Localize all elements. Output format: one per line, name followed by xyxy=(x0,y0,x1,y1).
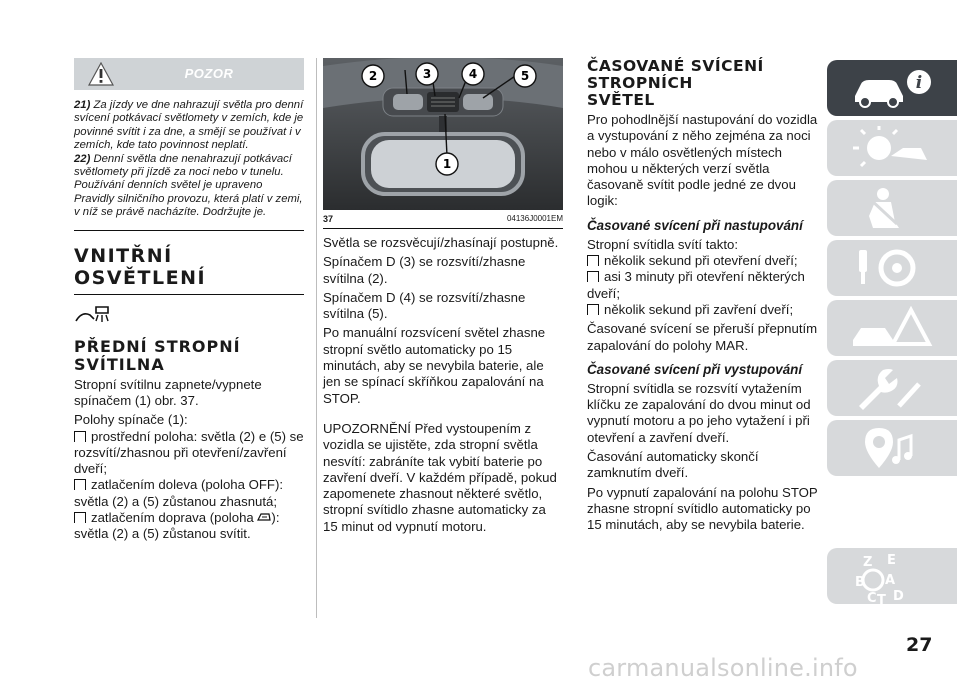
index-letter: T xyxy=(877,593,886,608)
bullet-icon xyxy=(74,512,86,523)
figure-37-image xyxy=(323,58,563,210)
warning-header xyxy=(74,58,304,90)
left-column xyxy=(74,58,304,543)
tab-car-info[interactable] xyxy=(827,60,957,116)
index-letter: Z xyxy=(863,555,873,570)
tab-lights[interactable] xyxy=(827,120,957,176)
column-divider xyxy=(316,58,317,618)
service-icon xyxy=(849,366,939,410)
multimedia-icon xyxy=(849,426,939,470)
paragraph: Stropní svítidla se rozsvítí vytažením klíčku ze zapalování do dvou minut od vypnutí motoru a po jeho vytažení i při otevření a zavření dveří. xyxy=(587,380,811,445)
section-heading: VNITŘNÍ OSVĚTLENÍ xyxy=(74,245,304,295)
paragraph: Stropní svítidla svítí takto: xyxy=(587,236,738,252)
figure-code: 04136J0001EM xyxy=(506,214,563,223)
section-heading-timed xyxy=(587,58,819,109)
tab-emergency[interactable] xyxy=(827,300,957,356)
subheading-line-1: PŘEDNÍ STROPNÍ xyxy=(74,336,241,356)
notice-paragraph: UPOZORNĚNÍ Před vystoupením z vozidla se ujistěte, zda stropní světla nesvítí: zabráníte tak vybití baterie po zavření dveří. V každém případě, pokud zapomenete zhasnout některé světlo, stropní svítidlo zhasne automaticky za 15 minut od vypnutí motoru. xyxy=(323,420,557,534)
bullet-icon xyxy=(74,479,86,490)
index-letter: C xyxy=(867,591,877,606)
paragraph: Stropní svítilnu zapnete/vypnete spínačem (1) obr. 37. xyxy=(74,376,262,408)
list-item-text: ): světla (2) a (5) zůstanou svítit. xyxy=(74,510,280,542)
bullet-icon xyxy=(74,431,86,442)
bullet-icon xyxy=(587,271,599,282)
index-letter: E xyxy=(887,554,896,568)
list-item xyxy=(587,302,819,318)
heading-line-2: SVĚTEL xyxy=(587,91,655,109)
callout-label-5: 5 xyxy=(520,69,530,83)
list-item xyxy=(74,429,304,478)
list-item xyxy=(587,253,819,269)
bullet-icon xyxy=(587,304,599,315)
paragraph: Pro pohodlnější nastupování do vozidla a vystupování z něho zejména za noci nebo v málo osvětlených místech mohou u některých verzí světla časovaně svítit podle jedné ze dvou logik: xyxy=(587,112,818,209)
list-item-text: několik sekund při zavření dveří; xyxy=(604,301,794,317)
paragraph: Po vypnutí zapalování na polohu STOP zhasne stropní svítidlo automaticky po 15 minutách, aby se nevybila baterie. xyxy=(587,484,818,533)
watermark: carmanualsonline.info xyxy=(588,654,858,682)
note-number-21: 21) xyxy=(74,99,91,111)
subheading-entry: Časované svícení při nastupování xyxy=(587,217,803,233)
note-number-22: 22) xyxy=(74,152,91,165)
warning-text-21: Za jízdy ve dne nahrazují světla pro denní svícení potkávací světlomety v zemích, kde je povinné svítit i za dne, a smějí se používat i v zemích, kde tato povinnost neplatí. xyxy=(74,99,304,152)
list-item-text: zatlačením doleva (poloha OFF): světla (2) a (5) zůstanou zhasnutá; xyxy=(74,477,284,509)
steering-icon xyxy=(849,246,939,290)
middle-column xyxy=(323,58,563,535)
paragraph: Po manuální rozsvícení světel zhasne stropní světlo automaticky po 15 minutách, aby se nevybila baterie, ale jen se spínací skříňkou zapalování na STOP. xyxy=(323,325,546,406)
subheading-line-2: SVÍTILNA xyxy=(74,354,165,374)
paragraph: Spínačem D (3) se rozsvítí/zhasne svítilna (2). xyxy=(323,254,526,286)
index-letter: D xyxy=(893,589,904,604)
paragraph: Polohy spínače (1): xyxy=(74,412,188,428)
list-item xyxy=(74,510,304,543)
tab-multimedia[interactable] xyxy=(827,420,957,476)
list-item-text: prostřední poloha: světla (2) e (5) se rozsvítí/zhasnou při otevření/zavření dveří; xyxy=(74,428,304,477)
tab-service[interactable] xyxy=(827,360,957,416)
index-letter: A xyxy=(885,573,896,588)
callout-label-2: 2 xyxy=(368,69,378,83)
car-info-icon xyxy=(849,66,939,110)
emergency-icon xyxy=(849,306,939,350)
subheading xyxy=(74,338,304,374)
list-item xyxy=(587,269,819,302)
svg-text:i: i xyxy=(915,73,923,93)
tab-safety[interactable] xyxy=(827,180,957,236)
paragraph: Světla se rozsvěcují/zhasínají postupně. xyxy=(323,235,559,250)
index-icon xyxy=(849,554,939,610)
list-item-text: několik sekund při otevření dveří; xyxy=(604,253,798,269)
index-letter: B xyxy=(855,575,865,590)
paragraph: Časování automaticky skončí zamknutím dveří. xyxy=(587,449,759,481)
warning-title: POZOR xyxy=(184,66,234,81)
tab-steering[interactable] xyxy=(827,240,957,296)
subheading-exit: Časované svícení při vystupování xyxy=(587,361,803,377)
bullet-icon xyxy=(587,255,599,266)
door-symbol-icon xyxy=(257,512,271,522)
callout-label-1: 1 xyxy=(442,157,452,171)
warning-text-22: Denní světla dne nenahrazují potkávací světlomety při jízdě za noci nebo v tunelu. Používání denních světel je upraveno Pravidly silničního provozu, která platí v zemi, v níž se právě nacházíte. Dodržujte je. xyxy=(74,152,303,219)
seat-safety-icon xyxy=(849,186,939,230)
tab-index[interactable] xyxy=(827,548,957,608)
list-item-text: zatlačením doprava (poloha xyxy=(91,510,258,526)
page-number: 27 xyxy=(906,634,933,656)
figure-caption xyxy=(323,214,563,229)
warning-body xyxy=(74,90,304,231)
callout-label-3: 3 xyxy=(422,67,432,81)
list-item xyxy=(74,477,304,510)
list-item-text: asi 3 minuty při otevření některých dveří; xyxy=(587,269,805,301)
right-column xyxy=(587,58,819,534)
lights-icon xyxy=(849,126,939,170)
figure-number: 37 xyxy=(323,214,334,224)
paragraph: Spínačem D (4) se rozsvítí/zhasne svítilna (5). xyxy=(323,289,526,322)
heading-line-1: ČASOVANÉ SVÍCENÍ STROPNÍCH xyxy=(587,57,764,92)
ceiling-lamp-illustration xyxy=(323,58,563,210)
paragraph: Časované svícení se přeruší přepnutím zapalování do polohy MAR. xyxy=(587,321,818,353)
interior-lamp-icon xyxy=(74,303,114,325)
callout-label-4: 4 xyxy=(468,67,478,81)
